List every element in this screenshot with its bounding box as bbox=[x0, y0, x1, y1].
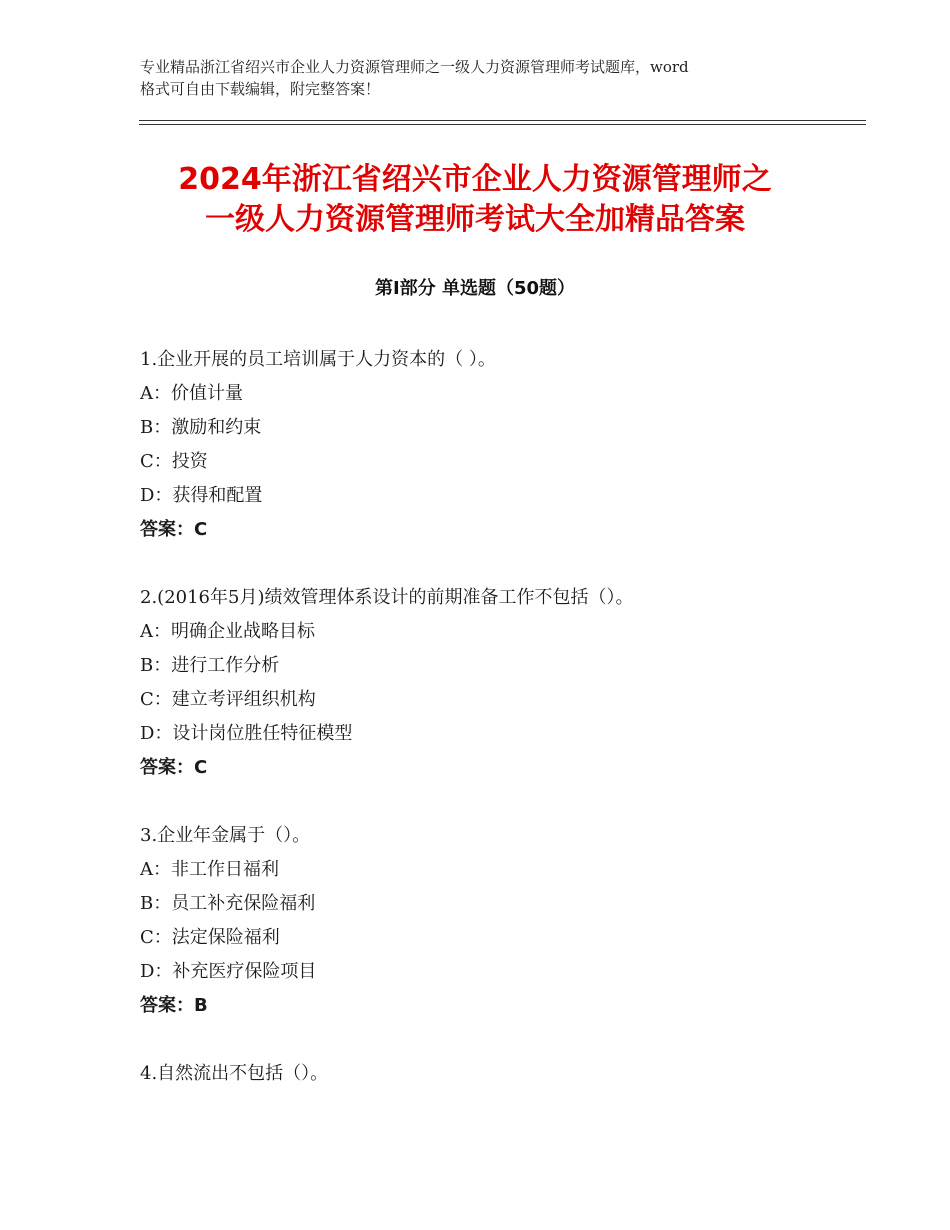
document-title bbox=[100, 160, 850, 240]
option-a: A：非工作日福利 bbox=[140, 859, 279, 880]
header-note bbox=[140, 56, 840, 100]
option-b: B：进行工作分析 bbox=[140, 655, 280, 676]
option-c: C：法定保险福利 bbox=[140, 927, 280, 948]
option-b: B：员工补充保险福利 bbox=[140, 893, 316, 914]
document-title-line-1: 2024年浙江省绍兴市企业人力资源管理师之 bbox=[178, 162, 772, 197]
option-a: A：价值计量 bbox=[140, 383, 243, 404]
option-d: D：设计岗位胜任特征模型 bbox=[140, 723, 353, 744]
question-list bbox=[140, 343, 840, 1125]
answer-key: 答案：C bbox=[140, 519, 208, 540]
option-d: D：获得和配置 bbox=[140, 485, 263, 506]
header-rule-bottom bbox=[139, 124, 866, 125]
section-heading: 第Ⅰ部分 单选题（50题） bbox=[374, 278, 575, 299]
answer-key: 答案：C bbox=[140, 757, 208, 778]
option-d: D：补充医疗保险项目 bbox=[140, 961, 317, 982]
question-stem: 4.自然流出不包括（）。 bbox=[140, 1063, 329, 1084]
option-b: B：激励和约束 bbox=[140, 417, 262, 438]
question-3 bbox=[140, 819, 840, 1023]
option-a: A：明确企业战略目标 bbox=[140, 621, 315, 642]
question-4 bbox=[140, 1057, 840, 1091]
answer-key: 答案：B bbox=[140, 995, 208, 1016]
header-rule-top bbox=[139, 120, 866, 121]
document-title-line-2: 一级人力资源管理师考试大全加精品答案 bbox=[205, 202, 745, 237]
question-1 bbox=[140, 343, 840, 547]
option-c: C：投资 bbox=[140, 451, 208, 472]
question-stem: 1.企业开展的员工培训属于人力资本的（ ）。 bbox=[140, 349, 496, 370]
header-note-line-2: 格式可自由下载编辑，附完整答案！ bbox=[140, 80, 381, 98]
header-note-line-1: 专业精品浙江省绍兴市企业人力资源管理师之一级人力资源管理师考试题库，word bbox=[140, 58, 689, 76]
question-stem: 3.企业年金属于（）。 bbox=[140, 825, 311, 846]
question-stem: 2.(2016年5月)绩效管理体系设计的前期准备工作不包括（）。 bbox=[140, 587, 634, 608]
question-2 bbox=[140, 581, 840, 785]
option-c: C：建立考评组织机构 bbox=[140, 689, 316, 710]
